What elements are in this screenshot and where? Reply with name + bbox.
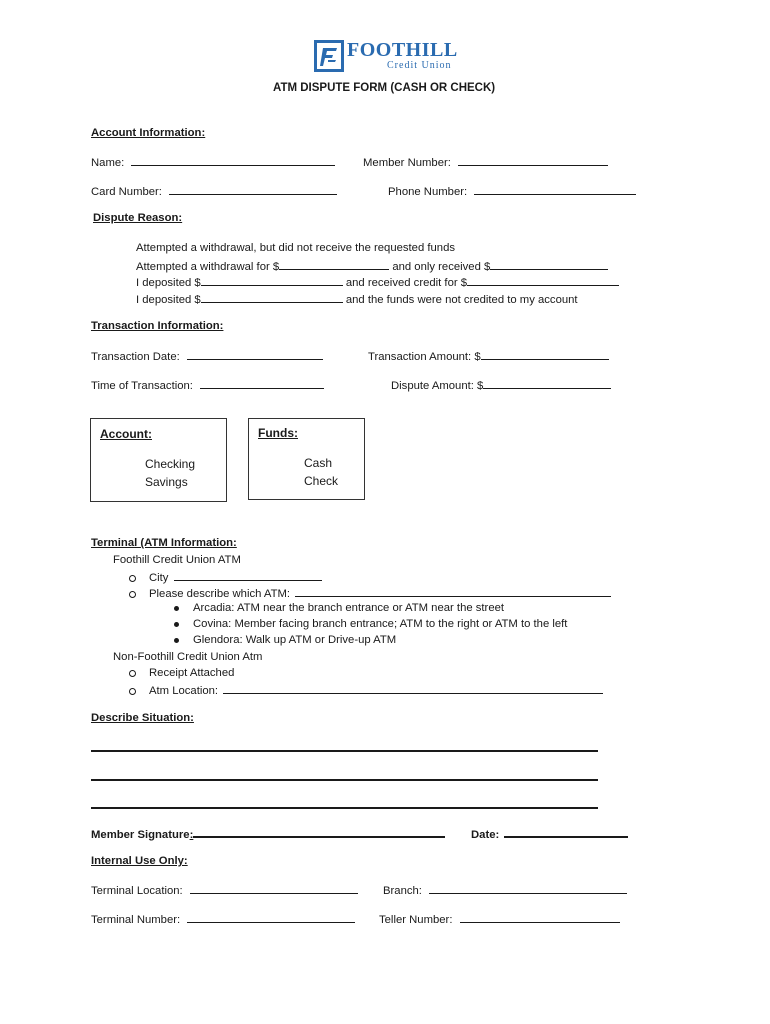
phone-number-input[interactable]	[474, 183, 636, 195]
disc-bullet-icon	[174, 638, 179, 643]
receipt-attached-row[interactable]	[129, 666, 234, 680]
name-input[interactable]	[131, 154, 335, 166]
transaction-info-heading: Transaction Information:	[91, 320, 224, 332]
describe-situation-heading: Describe Situation:	[91, 712, 194, 724]
glendora-option[interactable]	[174, 633, 396, 647]
foothill-atm-option[interactable]: Foothill Credit Union ATM	[113, 554, 241, 566]
member-number-input[interactable]	[458, 154, 608, 166]
funds-box-heading: Funds:	[258, 426, 298, 440]
atm-location-input[interactable]	[223, 682, 603, 694]
terminal-number-input[interactable]	[187, 911, 355, 923]
funds-option-check[interactable]: Check	[304, 474, 339, 488]
teller-number-input[interactable]	[460, 911, 620, 923]
branch-input[interactable]	[429, 882, 627, 894]
glendora-text: Glendora: Walk up ATM or Drive-up ATM	[193, 634, 397, 646]
disc-bullet-icon	[174, 622, 179, 627]
form-title: ATM DISPUTE FORM (CASH OR CHECK)	[273, 82, 496, 94]
receipt-attached-label: Receipt Attached	[149, 667, 235, 679]
member-number-row	[363, 154, 608, 170]
dispute-amount-label: Dispute Amount: $	[391, 380, 484, 392]
member-signature-label: Member Signature	[91, 829, 190, 841]
account-box-heading: Account:	[100, 427, 152, 441]
transaction-amount-label: Transaction Amount: $	[368, 351, 481, 363]
branch-label: Branch:	[383, 885, 422, 897]
reason-option-4[interactable]	[136, 291, 578, 307]
transaction-time-input[interactable]	[200, 377, 324, 389]
city-label: City	[149, 572, 169, 584]
transaction-amount-input[interactable]	[481, 348, 609, 360]
member-signature-row	[91, 825, 445, 842]
reason-2-text-a: Attempted a withdrawal for $	[136, 261, 280, 273]
funds-box	[248, 418, 365, 500]
signature-date-label: Date:	[471, 829, 500, 841]
situation-line-2[interactable]	[91, 779, 598, 781]
branch-row	[383, 882, 627, 898]
transaction-amount-row	[368, 348, 609, 364]
reason-option-2[interactable]	[136, 258, 608, 274]
reason-3-text-b: and received credit for $	[345, 277, 468, 289]
reason-3-deposit-input[interactable]	[201, 274, 343, 286]
terminal-location-label: Terminal Location:	[91, 885, 183, 897]
reason-4-text-b: and the funds were not credited to my account	[345, 294, 578, 306]
transaction-date-input[interactable]	[187, 348, 323, 360]
account-option-checking[interactable]: Checking	[145, 457, 196, 471]
covina-text: Covina: Member facing branch entrance; ATM to the right or ATM to the left	[193, 618, 568, 630]
account-option-savings[interactable]: Savings	[145, 475, 188, 489]
member-number-label: Member Number:	[363, 157, 451, 169]
brand-sub: Credit Union	[387, 60, 452, 71]
signature-date-input[interactable]	[504, 825, 628, 838]
transaction-time-label: Time of Transaction:	[91, 380, 193, 392]
covina-option[interactable]	[174, 617, 567, 631]
funds-option-cash[interactable]: Cash	[304, 456, 333, 470]
dispute-amount-input[interactable]	[483, 377, 611, 389]
account-box	[90, 418, 227, 502]
reason-2-text-b: and only received $	[392, 261, 491, 273]
describe-atm-label: Please describe which ATM:	[149, 588, 291, 600]
terminal-location-row	[91, 882, 358, 898]
atm-location-row	[129, 682, 603, 698]
card-number-label: Card Number:	[91, 186, 162, 198]
situation-line-3[interactable]	[91, 807, 598, 809]
phone-number-row	[388, 183, 636, 199]
name-label: Name:	[91, 157, 125, 169]
city-input[interactable]	[174, 569, 322, 581]
member-signature-colon: :	[189, 829, 194, 841]
card-number-row	[91, 183, 337, 199]
dispute-reason-heading: Dispute Reason:	[93, 212, 183, 224]
arcadia-option[interactable]	[174, 601, 504, 615]
circle-bullet-icon	[129, 575, 136, 582]
terminal-number-row	[91, 911, 355, 927]
teller-number-label: Teller Number:	[379, 914, 453, 926]
internal-use-heading: Internal Use Only:	[91, 855, 188, 867]
foothill-logo	[314, 40, 464, 74]
situation-line-1[interactable]	[91, 750, 598, 752]
teller-number-row	[379, 911, 620, 927]
circle-bullet-icon	[129, 688, 136, 695]
account-info-heading: Account Information:	[91, 127, 206, 139]
brand-name: FOOTHILL	[347, 39, 458, 61]
reason-4-text-a: I deposited $	[136, 294, 201, 306]
non-foothill-atm-option[interactable]: Non-Foothill Credit Union Atm	[113, 651, 263, 663]
reason-2-amount-input[interactable]	[279, 258, 389, 270]
terminal-location-input[interactable]	[190, 882, 358, 894]
reason-2-received-input[interactable]	[490, 258, 608, 270]
arcadia-text: Arcadia: ATM near the branch entrance or ATM near the street	[193, 602, 505, 614]
describe-atm-row	[129, 585, 611, 601]
atm-location-label: Atm Location:	[149, 685, 219, 697]
reason-3-credit-input[interactable]	[467, 274, 619, 286]
transaction-time-row	[91, 377, 324, 393]
name-field-row	[91, 154, 335, 170]
reason-option-3[interactable]	[136, 274, 619, 290]
signature-date-row	[471, 825, 628, 842]
circle-bullet-icon	[129, 670, 136, 677]
phone-number-label: Phone Number:	[388, 186, 468, 198]
reason-4-deposit-input[interactable]	[201, 291, 343, 303]
city-row	[129, 569, 322, 585]
terminal-info-heading: Terminal (ATM Information:	[91, 537, 237, 549]
dispute-amount-row	[391, 377, 611, 393]
disc-bullet-icon	[174, 606, 179, 611]
card-number-input[interactable]	[169, 183, 337, 195]
reason-option-1[interactable]: Attempted a withdrawal, but did not receive the requested funds	[136, 242, 456, 254]
transaction-date-label: Transaction Date:	[91, 351, 180, 363]
reason-3-text-a: I deposited $	[136, 277, 201, 289]
member-signature-input[interactable]	[193, 825, 445, 838]
transaction-date-row	[91, 348, 323, 364]
terminal-number-label: Terminal Number:	[91, 914, 181, 926]
foothill-logo-mark-icon	[314, 40, 344, 72]
describe-atm-input[interactable]	[295, 585, 611, 597]
circle-bullet-icon	[129, 591, 136, 598]
